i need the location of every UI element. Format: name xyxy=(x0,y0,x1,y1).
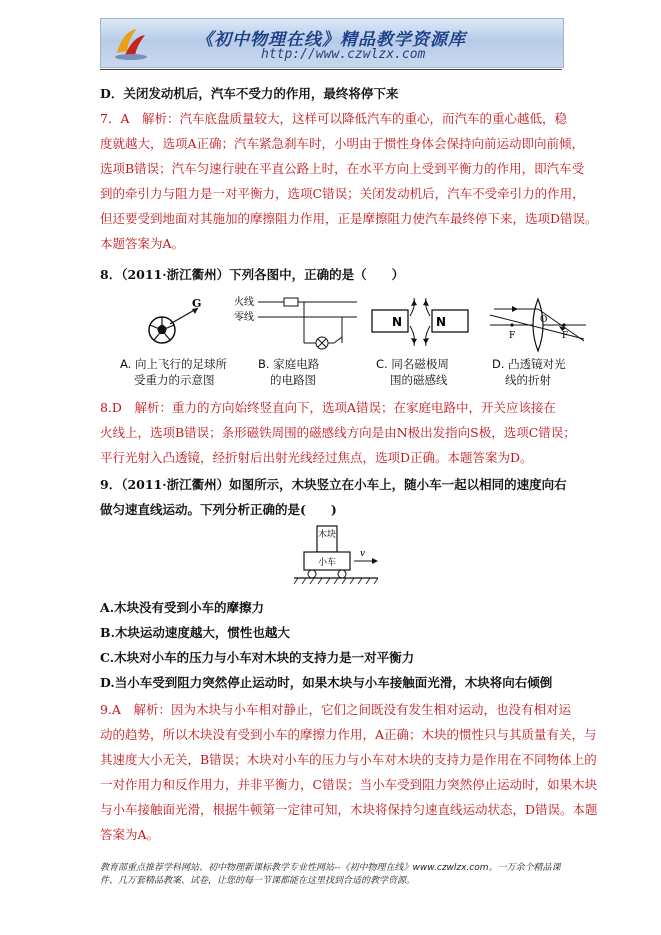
q7-answer-line3: 选项B错误；汽车匀速行驶在平直公路上时，在水平方向上受到平衡力的作用，即汽车受 xyxy=(100,161,585,176)
label-f-left: F xyxy=(509,331,516,341)
q8-figure-a xyxy=(140,298,220,353)
label-n-right: N xyxy=(436,315,447,329)
cart-label: 小车 xyxy=(317,558,337,568)
q9-answer-line2: 动的趋势，所以木块没有受到小车的摩擦力作用，A正确；木块的惯性只与其质量有关，与 xyxy=(100,727,597,742)
q9-figure xyxy=(292,524,382,586)
q9-option-b: B.木块运动速度越大，惯性也越大 xyxy=(100,625,290,640)
label-f-right: F xyxy=(562,331,569,341)
header-divider xyxy=(100,69,562,70)
label-g: G xyxy=(192,298,202,310)
q8-figure-b xyxy=(232,293,362,353)
page-footer: 教育部重点推荐学科网站、初中物理新课标教学专业性网站--《初中物理在线》www.czwlzx.com。一万余个精品课件、几万套精品教案、试卷，让您的每一节课都能在这里找到合适的教学资源。 xyxy=(100,863,561,886)
q8-caption-b-2: 的电路图 xyxy=(270,373,316,387)
q7-answer-line2: 度就越大，选项A正确；汽车紧急刹车时，小明由于惯性身体会保持向前运动即向前倾， xyxy=(100,136,585,151)
header-url[interactable]: http://www.czwlzx.com xyxy=(261,47,426,62)
q9-answer-line6: 答案为A。 xyxy=(100,827,160,842)
q8-answer-line1: 8.D 解析：重力的方向始终竖直向下，选项A错误；在家庭电路中，开关应该接在 xyxy=(100,400,556,415)
q7-answer-line6: 本题答案为A。 xyxy=(100,236,185,251)
q9-stem-line2: 做匀速直线运动。下列分析正确的是( ) xyxy=(100,502,337,517)
q7-answer-line5: 但还要受到地面对其施加的摩擦阻力作用，正是摩擦阻力使汽车最终停下来，选项D错误。 xyxy=(100,211,598,226)
q9-option-d: D.当小车受到阻力突然停止运动时，如果木块与小车接触面光滑，木块将向右倾倒 xyxy=(100,675,553,690)
q9-option-a: A.木块没有受到小车的摩擦力 xyxy=(100,600,265,615)
q8-figure-d xyxy=(488,295,588,355)
label-live-wire: 火线 xyxy=(234,297,254,308)
q8-answer-line3: 平行光射入凸透镜，经折射后出射光线经过焦点，选项D正确。本题答案为D。 xyxy=(100,450,533,465)
q8-caption-b-1: B. 家庭电路 xyxy=(258,357,320,371)
label-n-left: N xyxy=(392,315,403,329)
q9-answer-line1: 9.A 解析：因为木块与小车相对静止，它们之间既没有发生相对运动，也没有相对运 xyxy=(100,702,571,717)
q7-answer-line1: 7．A 解析：汽车底盘质量较大，这样可以降低汽车的重心，而汽车的重心越低，稳 xyxy=(100,111,567,126)
header-banner xyxy=(100,18,564,68)
q8-caption-a-1: A. 向上飞行的足球所 xyxy=(120,357,227,371)
q7-option-d: D．关闭发动机后，汽车不受力的作用，最终将停下来 xyxy=(100,86,399,101)
site-logo-icon xyxy=(111,23,151,63)
q9-option-c: C.木块对小车的压力与小车对木块的支持力是一对平衡力 xyxy=(100,650,415,665)
q8-caption-d-1: D. 凸透镜对光 xyxy=(492,357,566,371)
label-o: O xyxy=(540,315,548,325)
q8-caption-c-2: 围的磁感线 xyxy=(390,373,448,387)
header-title: 《初中物理在线》精品教学资源库 xyxy=(196,30,466,50)
q8-answer-line2: 火线上，选项B错误；条形磁铁周围的磁感线方向是由N极出发指向S极，选项C错误； xyxy=(100,425,576,440)
q9-stem-line1: 9．（2011·浙江衢州）如图所示，木块竖立在小车上，随小车一起以相同的速度向右 xyxy=(100,477,567,492)
q8-stem: 8．（2011·浙江衢州）下列各图中，正确的是（ ） xyxy=(100,267,405,282)
q8-caption-c-1: C. 同名磁极周 xyxy=(376,357,449,371)
q7-answer-line4: 到的牵引力与阻力是一对平衡力，选项C错误；关闭发动机后，汽车不受牵引力的作用， xyxy=(100,186,585,201)
velocity-label: v xyxy=(360,549,366,559)
q8-caption-d-2: 线的折射 xyxy=(505,373,551,387)
q8-caption-a-2: 受重力的示意图 xyxy=(134,373,215,387)
q9-answer-line5: 与小车接触面光滑，根据牛顿第一定律可知，木块将保持匀速直线运动状态，D错误。本题 xyxy=(100,802,598,817)
q8-figure-c xyxy=(370,298,470,353)
q9-answer-line3: 其速度大小无关，B错误；木块对小车的压力与小车对木块的支持力是作用在不同物体上的 xyxy=(100,752,597,767)
label-neutral-wire: 零线 xyxy=(234,312,254,323)
q9-answer-line4: 一对作用力和反作用力，并非平衡力，C错误；当小车受到阻力突然停止运动时，如果木块 xyxy=(100,777,598,792)
block-label: 木块 xyxy=(317,530,337,540)
